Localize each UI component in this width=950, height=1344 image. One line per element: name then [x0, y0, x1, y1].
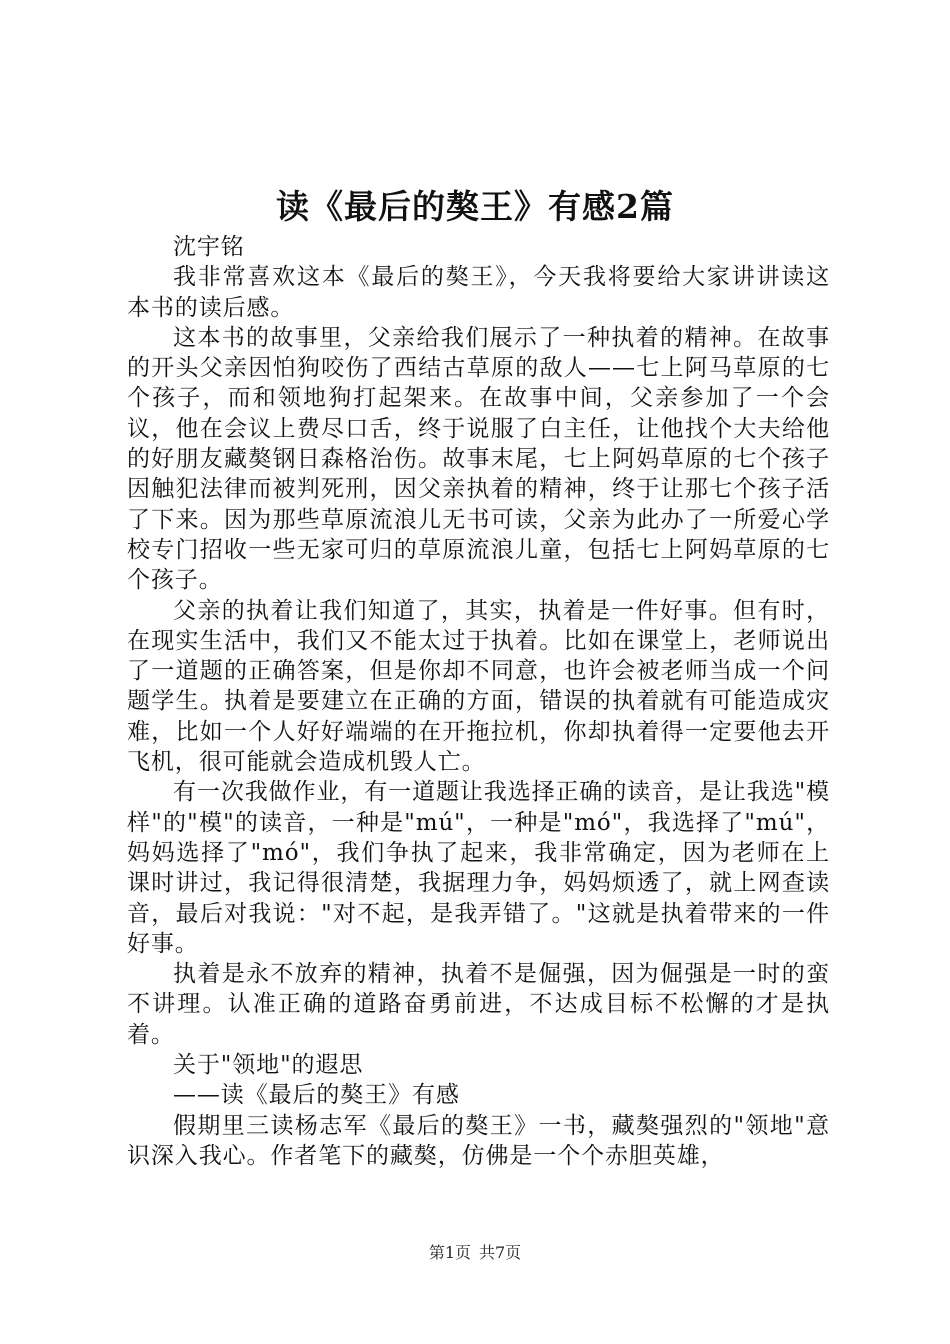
document-body: [127, 232, 830, 1171]
document-title: 读《最后的獒王》有感2篇: [276, 187, 674, 226]
paragraph: 这本书的故事里，父亲给我们展示了一种执着的精神。在故事的开头父亲因怕狗咬伤了西结古草原的敌人——七上阿马草原的七个孩子，而和领地狗打起架来。在故事中间，父亲参加了一个会议，他在会议上费尽口舌，终于说服了白主任，让他找个大夫给他的好朋友藏獒钢日森格治伤。故事末尾，七上阿妈草原的七个孩子因触犯法律而被判死刑，因父亲执着的精神，终于让那七个孩子活了下来。因为那些草原流浪儿无书可读，父亲为此办了一所爱心学校专门招收一些无家可归的草原流浪儿童，包括七上阿妈草原的七个孩子。: [127, 324, 830, 594]
author-line: 沈宇铭: [173, 234, 245, 260]
page-number: 第1页: [428, 1243, 471, 1262]
page-footer: [0, 1241, 950, 1265]
paragraph: 我非常喜欢这本《最后的獒王》，今天我将要给大家讲讲读这本书的读后感。: [127, 264, 830, 321]
paragraph: 父亲的执着让我们知道了，其实，执着是一件好事。但有时，在现实生活中，我们又不能太过于执着。比如在课堂上，老师说出了一道题的正确答案，但是你却不同意，也许会被老师当成一个问题学生。执着是要建立在正确的方面，错误的执着就有可能造成灾难，比如一个人好好端端的在开拖拉机，你却执着得一定要他去开飞机，很可能就会造成机毁人亡。: [127, 597, 830, 776]
section-heading: 关于"领地"的遐思: [173, 1052, 364, 1079]
section-subheading: ——读《最后的獒王》有感: [173, 1082, 460, 1109]
paragraph: 执着是永不放弃的精神，执着不是倔强，因为倔强是一时的蛮不讲理。认准正确的道路奋勇前进，不达成目标不松懈的才是执着。: [127, 961, 830, 1048]
paragraph: 假期里三读杨志军《最后的獒王》一书，藏獒强烈的"领地"意识深入我心。作者笔下的藏獒，仿佛是一个个赤胆英雄，: [127, 1112, 830, 1169]
page-total: 共7页: [479, 1243, 522, 1262]
paragraph: 有一次我做作业，有一道题让我选择正确的读音，是让我选"模样"的"模"的读音，一种是"mú"，一种是"mó"，我选择了"mú"，妈妈选择了"mó"，我们争执了起来，我非常确定，因为老师在上课时讲过，我记得很清楚，我据理力争，妈妈烦透了，就上网查读音，最后对我说："对不起，是我弄错了。"这就是执着带来的一件好事。: [127, 779, 830, 957]
